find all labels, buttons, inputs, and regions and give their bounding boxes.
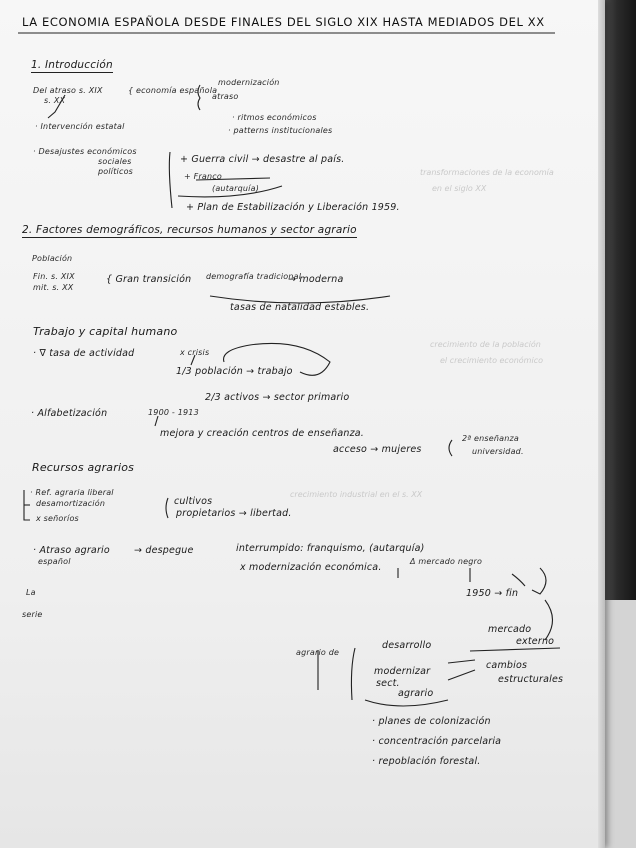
note-text: · Atraso agrario: [33, 545, 110, 556]
note-text: mejora y creación centros de enseñanza.: [160, 428, 364, 439]
note-text: 1/3 población → trabajo: [176, 366, 293, 377]
section-heading: 1. Introducción: [31, 59, 113, 71]
note-text: Del atraso s. XIX: [33, 86, 103, 95]
note-text: políticos: [98, 167, 134, 176]
note-text: atraso: [212, 92, 239, 101]
bleed-through-text: el crecimiento económico: [440, 356, 543, 365]
bleed-through-text: en el siglo XX: [432, 184, 487, 193]
note-text: · Alfabetización: [31, 408, 108, 419]
note-text: { economía española: [128, 86, 218, 95]
note-text: { Gran transición: [106, 274, 192, 285]
bleed-through-text: crecimiento industrial en el s. XX: [290, 490, 423, 499]
note-text: · patterns institucionales: [228, 126, 333, 135]
note-text: mit. s. XX: [33, 283, 74, 292]
note-text: (autarquía): [212, 184, 260, 193]
note-text: sociales: [98, 157, 132, 166]
page-title: LA ECONOMIA ESPAÑOLA DESDE FINALES DEL SIGLO XIX HASTA MEDIADOS DEL XX: [22, 15, 545, 29]
note-text: x modernización económica.: [240, 562, 382, 573]
note-text: tasas de natalidad estables.: [230, 302, 370, 313]
note-text: universidad.: [472, 447, 524, 456]
section-heading: 2. Factores demográficos, recursos humanos y sector agrario: [22, 224, 357, 236]
note-text: Fin. s. XIX: [33, 272, 75, 281]
bleed-through-text: transformaciones de la economía: [420, 168, 554, 177]
note-text: sect.: [376, 678, 400, 689]
note-text: 2ª enseñanza: [462, 434, 520, 443]
note-text: + Plan de Estabilización y Liberación 1959.: [186, 202, 400, 213]
note-text: · ritmos económicos: [232, 113, 317, 122]
note-text: 2/3 activos → sector primario: [205, 392, 350, 403]
note-text: + Guerra civil → desastre al país.: [180, 154, 345, 165]
note-text: cultivos: [174, 496, 213, 507]
note-text: español: [38, 557, 71, 566]
note-text: cambios: [486, 660, 528, 671]
note-text: · planes de colonización: [372, 716, 491, 727]
note-text: serie: [22, 610, 43, 619]
note-text: x señoríos: [36, 514, 79, 523]
note-text: · Ref. agraria liberal: [30, 488, 114, 497]
note-text: · repoblación forestal.: [372, 756, 481, 767]
page-edge: [598, 0, 605, 848]
note-text: · concentración parcelaria: [372, 736, 502, 747]
note-text: estructurales: [498, 674, 564, 685]
note-text: interrumpido: franquismo, (autarquía): [236, 543, 425, 554]
note-text: La: [26, 588, 36, 597]
note-text: · Desajustes económicos: [33, 147, 137, 156]
subheading: Población: [32, 254, 73, 263]
note-text: desarrollo: [382, 640, 432, 651]
note-text: acceso → mujeres: [333, 444, 422, 455]
note-text: · Intervención estatal: [35, 122, 125, 131]
note-text: · ∇ tasa de actividad: [33, 348, 135, 359]
bleed-through-text: crecimiento de la población: [430, 340, 541, 349]
note-text: demografía tradicional: [206, 272, 302, 281]
note-text: desamortización: [36, 499, 106, 508]
note-text: externo: [516, 636, 555, 647]
note-text: agrario de: [296, 648, 340, 657]
subheading: Trabajo y capital humano: [33, 325, 178, 338]
note-text: modernizar: [374, 666, 431, 677]
note-text: x crisis: [180, 348, 210, 357]
note-text: Δ mercado negro: [410, 557, 483, 566]
note-text: agrario: [398, 688, 434, 699]
note-text: 1950 → fin: [466, 588, 519, 599]
note-text: modernización: [218, 78, 280, 87]
note-text: propietarios → libertad.: [176, 508, 292, 519]
note-text: s. XX: [44, 96, 66, 105]
note-text: + Franco: [184, 172, 223, 181]
note-text: 1900 - 1913: [148, 408, 199, 417]
note-text: → despegue: [134, 545, 194, 556]
subheading: Recursos agrarios: [32, 461, 135, 474]
note-text: → moderna: [288, 274, 344, 285]
note-text: mercado: [488, 624, 532, 635]
